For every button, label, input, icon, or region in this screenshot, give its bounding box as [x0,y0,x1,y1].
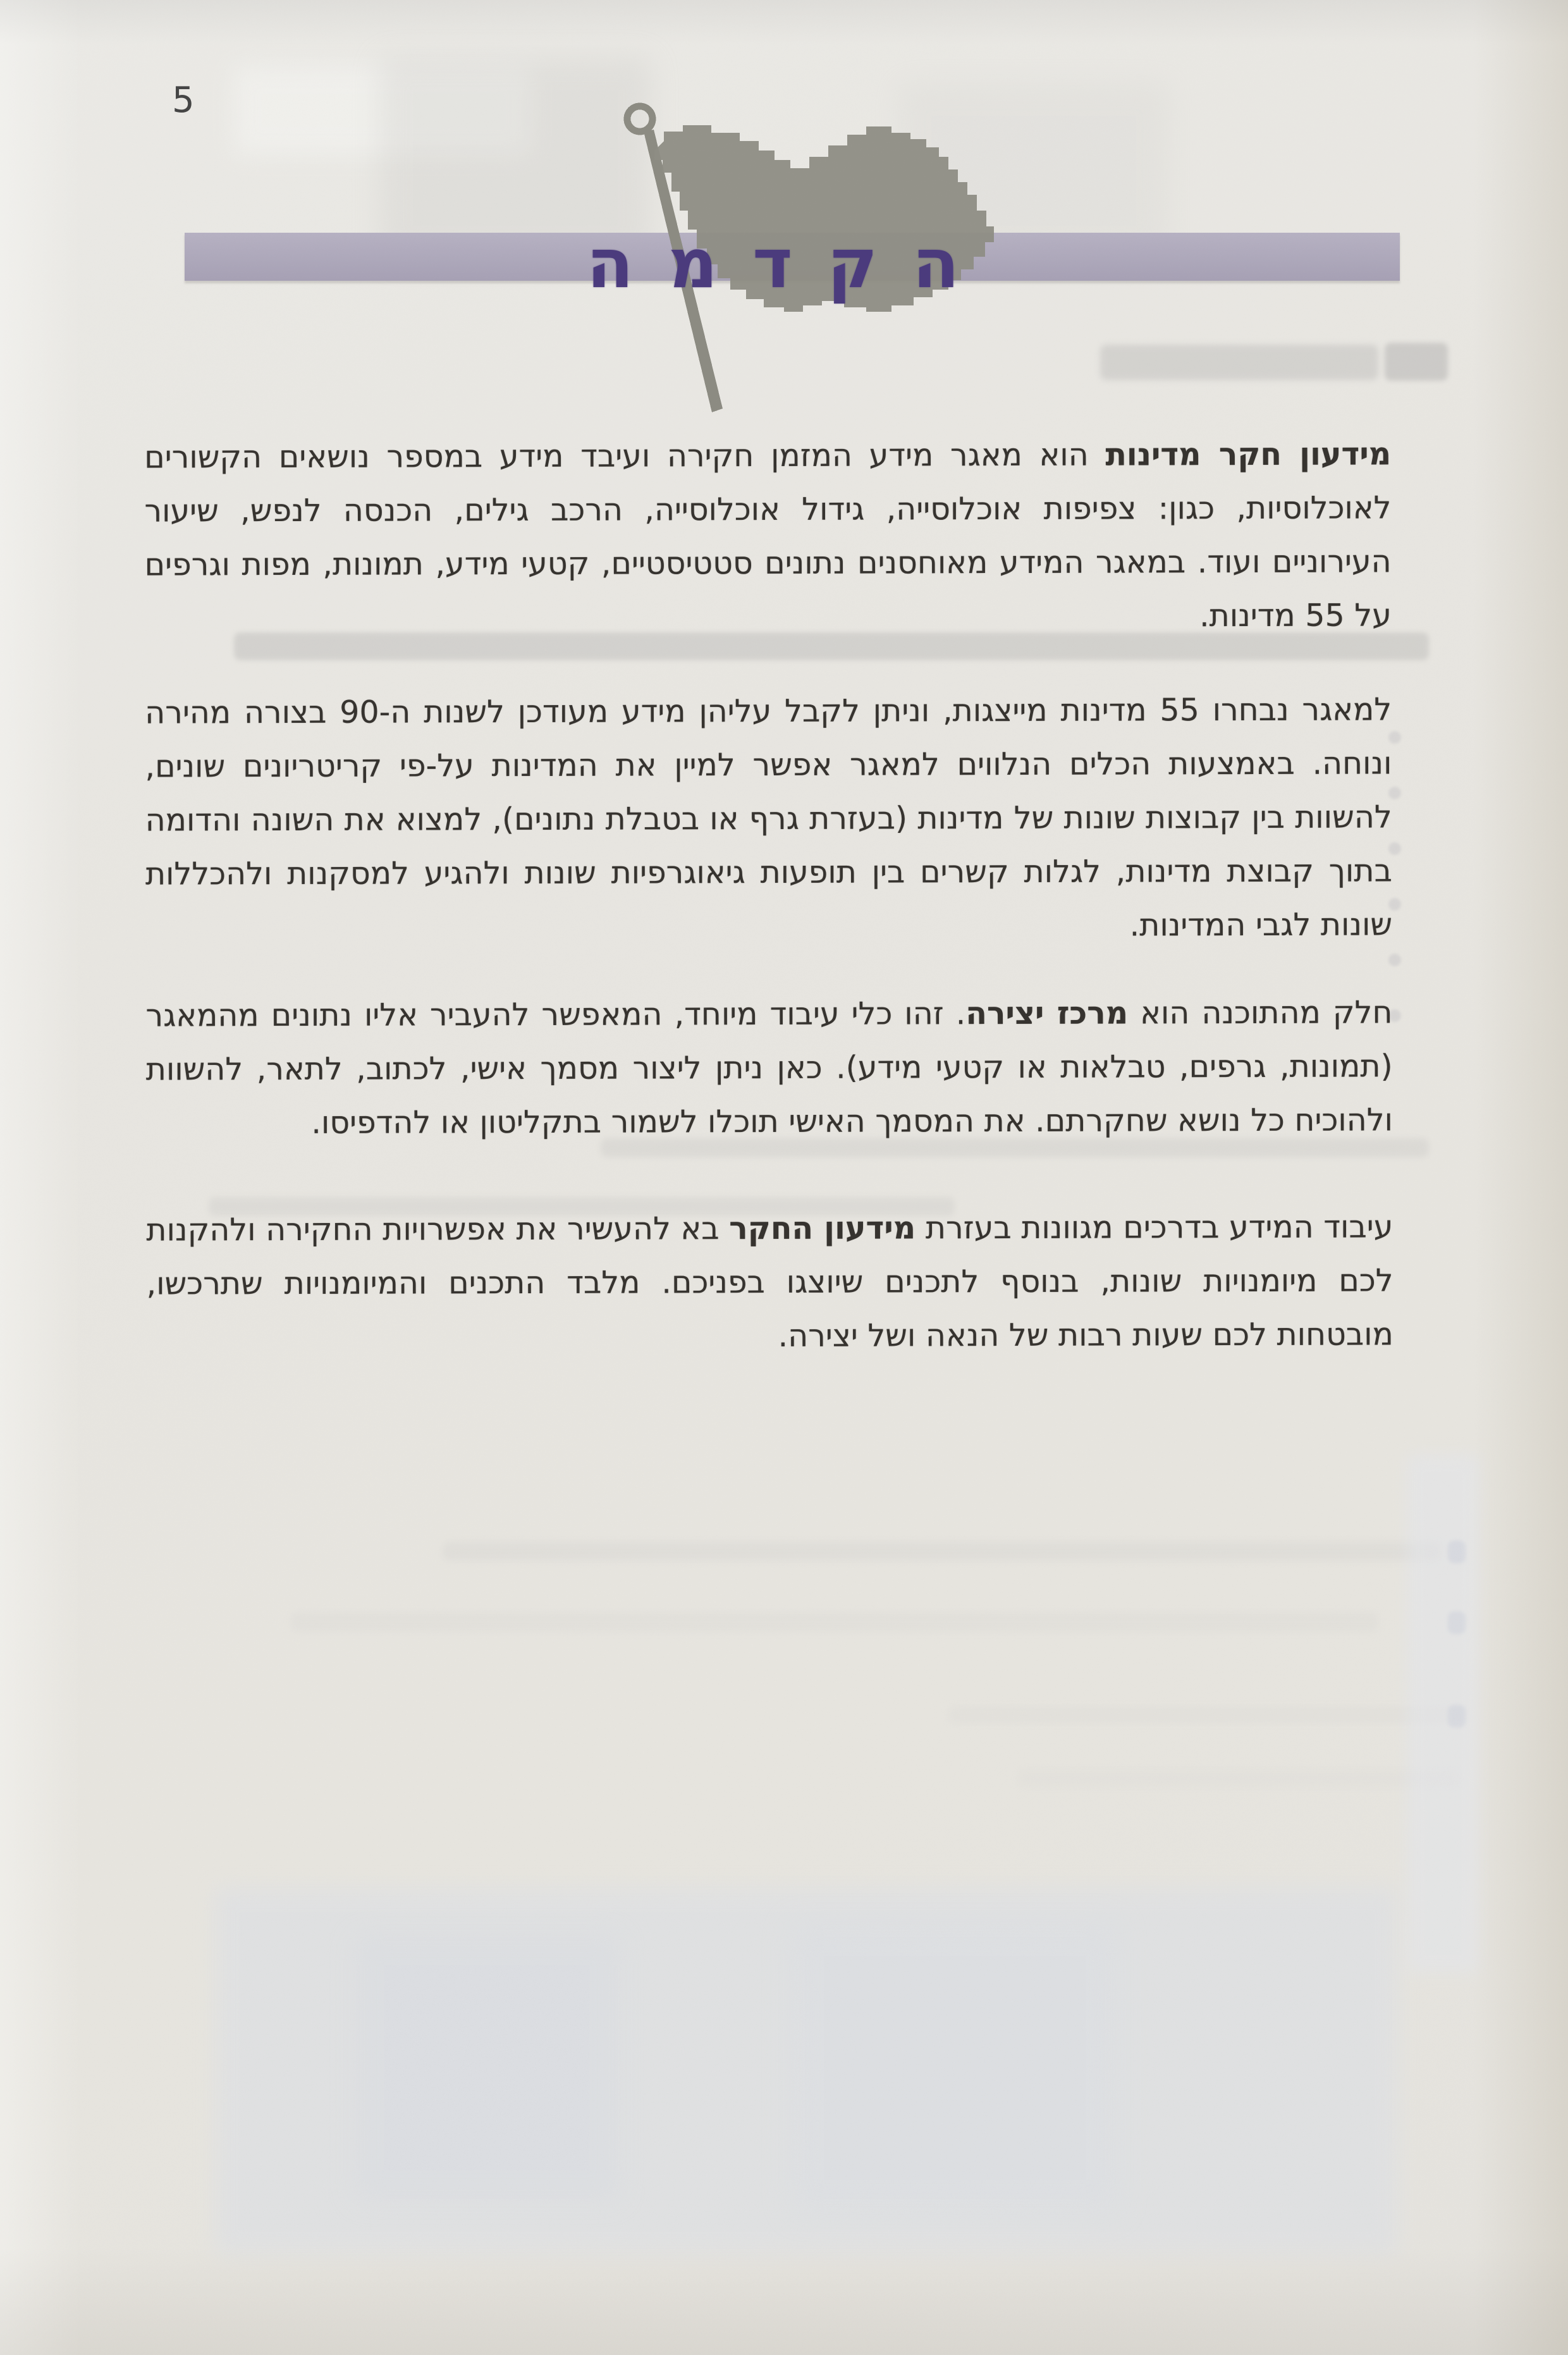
paragraph-text: בא להעשיר את אפשרויות החקירה ולהקנות לכם מיומנויות שונות, בנוסף לתכנים שיוצגו בפניכם. מלבד התכנים והמיומנויות שתרכשו, מובטחות לכם שעות רבות של הנאה ושל יצירה. [146,1210,1393,1354]
body-text [144,427,1393,1364]
paragraph [145,985,1393,1150]
page-edge-shading [0,2247,1568,2355]
ghost-text-line-4 [443,1542,1442,1561]
paragraph-bold-term: מרכז יצירה [965,995,1129,1032]
ghost-heading-bleed [1100,345,1378,380]
ghost-text-line-5 [291,1613,1378,1632]
paragraph [144,427,1392,645]
ghost-text-line-6 [948,1706,1467,1724]
paragraph-bold-term: מידעון חקר מדינות [1105,436,1392,473]
paragraph-text: הוא מאגר מידע המזמן חקירה ועיבד מידע במספר נושאים הקשורים לאוכלוסיות, כגון: צפיפות אוכלוסייה, גידול אוכלוסייה, הרכב גילים, הכנסה לנפש, שיעור העירוניים ועוד. במאגר המידע מאוחסנים נתונים סטטיסטיים, קטעי מידע, תמונות, מפות וגרפים על 55 מדינות. [144,436,1392,634]
paragraph [145,682,1392,954]
ghost-image-block [215,1888,1397,2254]
ghost-smudge-top-left [234,66,531,155]
page-edge-shading [0,0,82,2355]
ghost-list-number [1448,1611,1466,1634]
paragraph-text: . זהו כלי עיבוד מיוחד, המאפשר להעביר אליו נתונים מהמאגר (תמונות, גרפים, טבלאות או קטעי מידע). כאן ניתן ליצור מסמך אישי, לכתוב, לתאר, להשוות ולהוכיח כל נושא שחקרתם. את המסמך האישי תוכלו לשמור בתקליטון או להדפיסו. [145,995,1393,1141]
page-number: 5 [172,80,195,121]
ghost-heading-bleed-number [1385,343,1448,381]
ghost-right-margin-strip [1407,1454,1479,1973]
page-edge-shading [1473,0,1568,2355]
page-title: הקדמה [586,224,995,304]
paragraph [146,1200,1393,1364]
paragraph-text: עיבוד המידע בדרכים מגוונות בעזרת [916,1208,1393,1246]
paragraph-bold-term: מידעון החקר [729,1210,916,1247]
ghost-text-line-7 [1018,1769,1461,1787]
paragraph-text: חלק מהתוכנה הוא [1128,994,1393,1031]
ghost-image-block-shade [790,1922,1119,2213]
paragraph-text: למאגר נבחרו 55 מדינות מייצגות, וניתן לקבל עליהן מידע מעודכן לשנות ה-90 בצורה מהירה ונוחה. באמצעות הכלים הנלווים למאגר אפשר למיין את המדינות על-פי קריטריונים שונים, להשוות בין קבוצות שונות של מדינות (בעזרת גרף או בטבלת נתונים), למצוא את השונה והדומה בתוך קבוצת מדינות, לגלות קשרים בין תופעות גיאוגרפיות שונות ולהגיע למסקנות ולהכללות שונות לגבי המדינות. [145,691,1393,944]
ghost-image-block-shade [354,1935,620,2201]
ghost-list-number [1448,1705,1466,1728]
page-edge-shading [0,0,1568,44]
ghost-list-number [1448,1540,1466,1563]
